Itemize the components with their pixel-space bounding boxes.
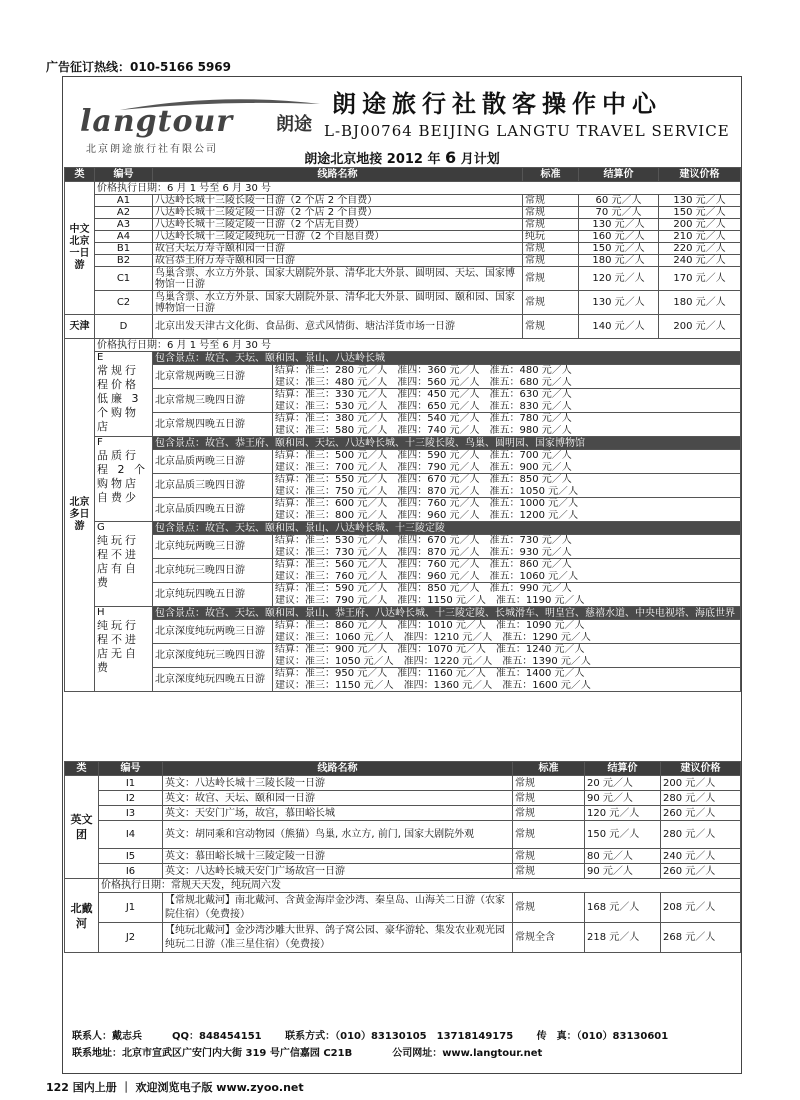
table-row xyxy=(65,821,741,849)
table-row xyxy=(65,243,741,255)
settlement-price: 结算：准三：900 元／人 准四：1070 元／人 准五：1240 元／人 xyxy=(273,644,741,656)
package-header-row xyxy=(65,352,741,365)
price-cell: 280 元／人 xyxy=(661,791,741,806)
route-name: 英文：故宫、天坛、颐和园一日游 xyxy=(163,791,513,806)
standard-cell: 常规 xyxy=(523,243,579,255)
standard-cell: 常规 xyxy=(523,219,579,231)
included-spots: 包含景点：故宫、天坛、颐和园、景山、恭王府、八达岭长城、十三陵定陵、长城滑车、明皇宫、慈禧水道、中央电视塔、海底世界 xyxy=(153,607,741,620)
price-cell: 220 元／人 xyxy=(659,243,741,255)
category-cell: 中文北京一日游 xyxy=(65,182,95,315)
table-row xyxy=(65,315,741,339)
table-row xyxy=(65,620,741,632)
cost-cell: 160 元／人 xyxy=(579,231,659,243)
price-cell: 210 元／人 xyxy=(659,231,741,243)
route-name: 八达岭长城十三陵定陵一日游（2 个店 2 个自费） xyxy=(153,207,523,219)
code-cell: J1 xyxy=(99,893,163,923)
package-desc: 纯玩行程不进店无自费 xyxy=(97,619,139,674)
note-row xyxy=(65,339,741,352)
standard-cell: 常规 xyxy=(523,315,579,339)
code-cell: B1 xyxy=(95,243,153,255)
cost-cell: 140 元／人 xyxy=(579,315,659,339)
column-header: 类 xyxy=(65,168,95,182)
cost-cell: 90 元／人 xyxy=(585,791,661,806)
route-name: 北京纯玩四晚五日游 xyxy=(153,583,273,607)
package-desc: 纯玩行程不进店有自费 xyxy=(97,534,139,589)
column-header: 结算价 xyxy=(579,168,659,182)
category-cell: 北京多日游 xyxy=(65,339,95,692)
table-row xyxy=(65,474,741,486)
standard-cell: 纯玩 xyxy=(523,231,579,243)
column-header: 建议价格 xyxy=(661,762,741,776)
suggested-price: 建议：准三：730 元／人 准四：870 元／人 准五：930 元／人 xyxy=(273,547,741,559)
note-row xyxy=(65,182,741,195)
table-row xyxy=(65,219,741,231)
standard-cell: 常规 xyxy=(513,806,585,821)
suggested-price: 建议：准三：480 元／人 准四：560 元／人 准五：680 元／人 xyxy=(273,377,741,389)
english-tour-table xyxy=(64,761,741,953)
category-cell: 北戴河 xyxy=(65,879,99,953)
table-row xyxy=(65,535,741,547)
company-logo xyxy=(80,98,350,155)
table-row xyxy=(65,893,741,923)
price-cell: 260 元／人 xyxy=(661,806,741,821)
settlement-price: 结算：准三：280 元／人 准四：360 元／人 准五：480 元／人 xyxy=(273,365,741,377)
route-name: 北京常规三晚四日游 xyxy=(153,389,273,413)
ad-hotline: 广告征订热线：010-5166 5969 xyxy=(46,60,232,74)
code-cell: A1 xyxy=(95,195,153,207)
package-header-row xyxy=(65,437,741,450)
route-name: 北京深度纯玩两晚三日游 xyxy=(153,620,273,644)
cost-cell: 130 元／人 xyxy=(579,291,659,315)
route-name: 英文：天安门广场，故宫，慕田峪长城 xyxy=(163,806,513,821)
table-row xyxy=(65,267,741,291)
price-cell: 260 元／人 xyxy=(661,864,741,879)
price-period: 价格执行日期：6 月 1 号至 6 月 30 号 xyxy=(95,182,741,195)
standard-cell: 常规 xyxy=(513,776,585,791)
price-cell: 208 元／人 xyxy=(661,893,741,923)
standard-cell: 常规 xyxy=(523,267,579,291)
table-row xyxy=(65,498,741,510)
price-cell: 170 元／人 xyxy=(659,267,741,291)
column-header: 类 xyxy=(65,762,99,776)
table-row xyxy=(65,255,741,267)
standard-cell: 常规 xyxy=(523,291,579,315)
route-name: 【常规北戴河】南北戴河、含黄金海岸金沙湾、秦皇岛、山海关二日游（农家院住宿）（免费接） xyxy=(163,893,513,923)
route-name: 英文：八达岭长城十三陵长陵一日游 xyxy=(163,776,513,791)
contact-line: 联系人：戴志兵 QQ：848454151 联系方式：（010）83130105 13718149175 传 真：（010）83130601 xyxy=(72,1031,669,1042)
package-code: E xyxy=(97,352,104,363)
logo-cn: 朗途 xyxy=(276,114,312,135)
standard-cell: 常规 xyxy=(513,893,585,923)
table-row xyxy=(65,389,741,401)
note-row xyxy=(65,879,741,893)
standard-cell: 常规 xyxy=(523,195,579,207)
cost-cell: 60 元／人 xyxy=(579,195,659,207)
route-name: 北京品质两晚三日游 xyxy=(153,450,273,474)
price-cell: 268 元／人 xyxy=(661,923,741,953)
settlement-price: 结算：准三：380 元／人 准四：540 元／人 准五：780 元／人 xyxy=(273,413,741,425)
suggested-price: 建议：准三：1050 元／人 准四：1220 元／人 准五：1390 元／人 xyxy=(273,656,741,668)
header-row xyxy=(65,168,741,182)
package-code: G xyxy=(97,522,105,533)
settlement-price: 结算：准三：600 元／人 准四：760 元／人 准五：1000 元／人 xyxy=(273,498,741,510)
cost-cell: 150 元／人 xyxy=(585,821,661,849)
table-row xyxy=(65,791,741,806)
included-spots: 包含景点：故宫、天坛、颐和园、景山、八达岭长城、十三陵定陵 xyxy=(153,522,741,535)
cost-cell: 130 元／人 xyxy=(579,219,659,231)
column-header: 线路名称 xyxy=(163,762,513,776)
table-row xyxy=(65,776,741,791)
code-cell: A2 xyxy=(95,207,153,219)
code-cell: I3 xyxy=(99,806,163,821)
beijing-tour-table xyxy=(64,167,741,692)
route-name: 北京品质三晚四日游 xyxy=(153,474,273,498)
table-row xyxy=(65,864,741,879)
route-name: 北京深度纯玩四晚五日游 xyxy=(153,668,273,692)
package-cell xyxy=(95,522,153,607)
price-cell: 180 元／人 xyxy=(659,291,741,315)
standard-cell: 常规全含 xyxy=(513,923,585,953)
code-cell: B2 xyxy=(95,255,153,267)
price-cell: 150 元／人 xyxy=(659,207,741,219)
column-header: 编号 xyxy=(99,762,163,776)
table-row xyxy=(65,195,741,207)
cost-cell: 180 元／人 xyxy=(579,255,659,267)
code-cell: J2 xyxy=(99,923,163,953)
cost-cell: 168 元／人 xyxy=(585,893,661,923)
code-cell: I1 xyxy=(99,776,163,791)
code-cell: I5 xyxy=(99,849,163,864)
cost-cell: 90 元／人 xyxy=(585,864,661,879)
title-chinese: 朗途旅行社散客操作中心 xyxy=(332,89,662,118)
cost-cell: 120 元／人 xyxy=(579,267,659,291)
category-cell: 英文团 xyxy=(65,776,99,879)
route-name: 北京深度纯玩三晚四日游 xyxy=(153,644,273,668)
route-name: 八达岭长城十三陵长陵一日游（2 个店 2 个自费） xyxy=(153,195,523,207)
standard-cell: 常规 xyxy=(513,791,585,806)
settlement-price: 结算：准三：550 元／人 准四：670 元／人 准五：850 元／人 xyxy=(273,474,741,486)
title-english: L-BJ00764 BEIJING LANGTU TRAVEL SERVICE xyxy=(324,122,730,140)
cost-cell: 70 元／人 xyxy=(579,207,659,219)
cost-cell: 20 元／人 xyxy=(585,776,661,791)
code-cell: A3 xyxy=(95,219,153,231)
package-cell xyxy=(95,437,153,522)
route-name: 北京纯玩三晚四日游 xyxy=(153,559,273,583)
column-header: 线路名称 xyxy=(153,168,523,182)
code-cell: I4 xyxy=(99,821,163,849)
standard-cell: 常规 xyxy=(513,821,585,849)
table-row xyxy=(65,413,741,425)
address-line: 联系地址：北京市宣武区广安门内大街 319 号广信嘉园 C21B 公司网址：www.langtour.net xyxy=(72,1048,543,1059)
cost-cell: 120 元／人 xyxy=(585,806,661,821)
table-row xyxy=(65,668,741,680)
table-row xyxy=(65,644,741,656)
package-code: H xyxy=(97,607,105,618)
suggested-price: 建议：准三：700 元／人 准四：790 元／人 准五：900 元／人 xyxy=(273,462,741,474)
package-desc: 品质行程 2 个购物店自费少 xyxy=(97,449,148,504)
code-cell: D xyxy=(95,315,153,339)
table-row xyxy=(65,583,741,595)
settlement-price: 结算：准三：560 元／人 准四：760 元／人 准五：860 元／人 xyxy=(273,559,741,571)
suggested-price: 建议：准三：800 元／人 准四：960 元／人 准五：1200 元／人 xyxy=(273,510,741,522)
route-name: 八达岭长城十三陵定陵纯玩一日游（2 个自愿自费） xyxy=(153,231,523,243)
plan-title: 朗途北京地接 2012 年 6 月计划 xyxy=(304,148,500,167)
code-cell: C1 xyxy=(95,267,153,291)
table-row xyxy=(65,291,741,315)
price-cell: 240 元／人 xyxy=(659,255,741,267)
suggested-price: 建议：准三：750 元／人 准四：870 元／人 准五：1050 元／人 xyxy=(273,486,741,498)
header xyxy=(62,76,742,168)
route-name: 北京出发天津古文化街、食品街、意式风情街、塘沽洋货市场一日游 xyxy=(153,315,523,339)
suggested-price: 建议：准三：530 元／人 准四：650 元／人 准五：830 元／人 xyxy=(273,401,741,413)
logo-subtitle: 北京朗途旅行社有限公司 xyxy=(86,144,218,155)
table-row xyxy=(65,849,741,864)
route-name: 鸟巢含票、水立方外景、国家大剧院外景、清华北大外景、圆明园、天坛、国家博物馆一日游 xyxy=(153,267,523,291)
settlement-price: 结算：准三：860 元／人 准四：1010 元／人 准五：1090 元／人 xyxy=(273,620,741,632)
included-spots: 包含景点：故宫、恭王府、颐和园、天坛、八达岭长城、十三陵长陵、鸟巢、圆明园、国家博物馆 xyxy=(153,437,741,450)
package-cell xyxy=(95,352,153,437)
route-name: 【纯玩北戴河】金沙湾沙雕大世界、鸽子窝公园、豪华游轮、集发农业观光园纯玩二日游（准三星住宿）（免费接） xyxy=(163,923,513,953)
cost-cell: 80 元／人 xyxy=(585,849,661,864)
route-name: 北京品质四晚五日游 xyxy=(153,498,273,522)
route-name: 鸟巢含票、水立方外景、国家大剧院外景、清华北大外景、圆明园、颐和园、国家博物馆一日游 xyxy=(153,291,523,315)
route-name: 北京常规两晚三日游 xyxy=(153,365,273,389)
route-name: 故宫天坛万寿寺颐和园一日游 xyxy=(153,243,523,255)
table-row xyxy=(65,559,741,571)
cost-cell: 218 元／人 xyxy=(585,923,661,953)
price-cell: 200 元／人 xyxy=(659,315,741,339)
column-header: 标准 xyxy=(523,168,579,182)
column-header: 建议价格 xyxy=(659,168,741,182)
table-row xyxy=(65,365,741,377)
table-row xyxy=(65,450,741,462)
suggested-price: 建议：准三：760 元／人 准四：960 元／人 准五：1060 元／人 xyxy=(273,571,741,583)
code-cell: I2 xyxy=(99,791,163,806)
category-cell: 天津 xyxy=(65,315,95,339)
standard-cell: 常规 xyxy=(523,207,579,219)
cost-cell: 150 元／人 xyxy=(579,243,659,255)
settlement-price: 结算：准三：330 元／人 准四：450 元／人 准五：630 元／人 xyxy=(273,389,741,401)
settlement-price: 结算：准三：530 元／人 准四：670 元／人 准五：730 元／人 xyxy=(273,535,741,547)
settlement-price: 结算：准三：590 元／人 准四：850 元／人 准五：990 元／人 xyxy=(273,583,741,595)
suggested-price: 建议：准三：790 元／人 准四：1150 元／人 准五：1190 元／人 xyxy=(273,595,741,607)
suggested-price: 建议：准三：1150 元／人 准四：1360 元／人 准五：1600 元／人 xyxy=(273,680,741,692)
route-name: 英文：胡同乘和宫动物园（熊猫）鸟巢, 水立方, 前门, 国家大剧院外观 xyxy=(163,821,513,849)
price-cell: 200 元／人 xyxy=(661,776,741,791)
price-cell: 280 元／人 xyxy=(661,821,741,849)
package-header-row xyxy=(65,522,741,535)
package-header-row xyxy=(65,607,741,620)
included-spots: 包含景点：故宫、天坛、颐和园、景山、八达岭长城 xyxy=(153,352,741,365)
column-header: 编号 xyxy=(95,168,153,182)
suggested-price: 建议：准三：580 元／人 准四：740 元／人 准五：980 元／人 xyxy=(273,425,741,437)
standard-cell: 常规 xyxy=(513,849,585,864)
route-name: 北京纯玩两晚三日游 xyxy=(153,535,273,559)
standard-cell: 常规 xyxy=(513,864,585,879)
column-header: 结算价 xyxy=(585,762,661,776)
suggested-price: 建议：准三：1060 元／人 准四：1210 元／人 准五：1290 元／人 xyxy=(273,632,741,644)
package-desc: 常规行程价格低廉 3 个购物店 xyxy=(97,364,142,433)
package-cell xyxy=(95,607,153,692)
route-name: 英文：慕田峪长城十三陵定陵一日游 xyxy=(163,849,513,864)
package-code: F xyxy=(97,437,103,448)
table-row xyxy=(65,207,741,219)
price-cell: 130 元／人 xyxy=(659,195,741,207)
code-cell: A4 xyxy=(95,231,153,243)
standard-cell: 常规 xyxy=(523,255,579,267)
column-header: 标准 xyxy=(513,762,585,776)
route-name: 故宫恭王府万寿寺颐和园一日游 xyxy=(153,255,523,267)
settlement-price: 结算：准三：950 元／人 准四：1160 元／人 准五：1400 元／人 xyxy=(273,668,741,680)
route-name: 英文：八达岭长城天安门广场故宫一日游 xyxy=(163,864,513,879)
code-cell: I6 xyxy=(99,864,163,879)
table-row xyxy=(65,923,741,953)
logo-word: langtour xyxy=(80,104,234,139)
code-cell: C2 xyxy=(95,291,153,315)
table-row xyxy=(65,231,741,243)
price-cell: 240 元／人 xyxy=(661,849,741,864)
route-name: 八达岭长城十三陵定陵一日游（2 个店无自费） xyxy=(153,219,523,231)
price-period: 价格执行日期：常规天天发，纯玩周六发 xyxy=(99,879,741,893)
table-row xyxy=(65,806,741,821)
settlement-price: 结算：准三：500 元／人 准四：590 元／人 准五：700 元／人 xyxy=(273,450,741,462)
price-period: 价格执行日期：6 月 1 号至 6 月 30 号 xyxy=(95,339,741,352)
header-row xyxy=(65,762,741,776)
page-number-bar: 122 国内上册 ｜ 欢迎浏览电子版 www.zyoo.net xyxy=(46,1081,304,1094)
route-name: 北京常规四晚五日游 xyxy=(153,413,273,437)
price-cell: 200 元／人 xyxy=(659,219,741,231)
